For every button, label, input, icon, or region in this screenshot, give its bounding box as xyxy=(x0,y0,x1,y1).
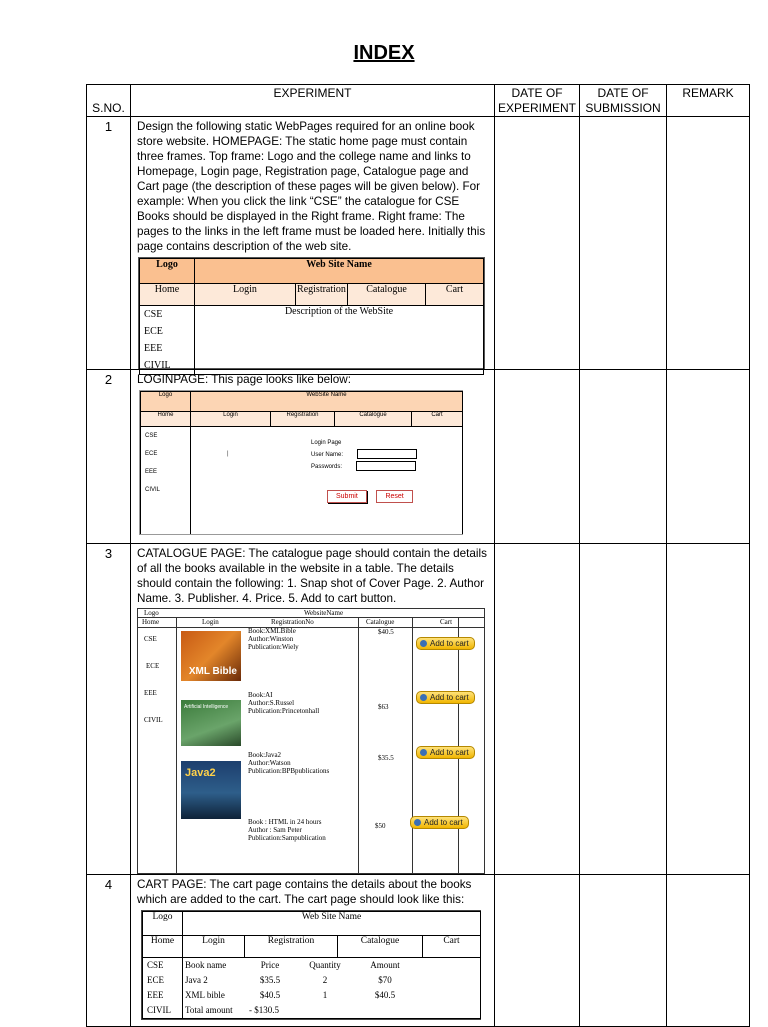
nav-registration: RegistrationNo xyxy=(271,618,314,626)
book-4-title: Book : HTML in 24 hours xyxy=(248,818,322,826)
book-1-price: $40.5 xyxy=(378,628,394,636)
header-sno: S.NO. xyxy=(87,85,131,117)
date-of-experiment-cell xyxy=(495,370,580,544)
row-number: 2 xyxy=(87,370,131,544)
row-number: 1 xyxy=(87,117,131,370)
cart-button-icon xyxy=(420,640,427,647)
cart-button-icon xyxy=(420,694,427,701)
cart-row: XML bible $40.5 1 $40.5 xyxy=(185,990,396,1000)
nav-registration: Registration xyxy=(271,412,335,427)
side-item-ece: ECE xyxy=(144,326,163,337)
ai-book-cover-image: Artificial Intelligence xyxy=(181,700,241,746)
book-3-price: $35.5 xyxy=(378,754,394,762)
side-item-cse: CSE xyxy=(144,309,163,320)
col-price: Price xyxy=(260,960,280,970)
loginpage-wireframe xyxy=(139,390,463,535)
header-date-of-experiment: DATE OF EXPERIMENT xyxy=(495,85,580,117)
date-of-experiment-cell xyxy=(495,117,580,370)
nav-login: Login xyxy=(202,618,219,626)
nav-login: Login xyxy=(195,284,296,306)
total-value: - $130.5 xyxy=(249,1005,279,1015)
remark-cell xyxy=(667,117,750,370)
side-item-ece: ECE xyxy=(145,451,158,457)
side-item-civil: CIVIL xyxy=(145,487,161,493)
date-of-submission-cell xyxy=(580,544,667,875)
book-2-author: Author:S.Russel xyxy=(248,699,295,707)
header-date-of-submission: DATE OF SUBMISSION xyxy=(580,85,667,117)
password-label: Passwords: xyxy=(311,464,343,470)
nav-cart: Cart xyxy=(423,936,481,958)
nav-login: Login xyxy=(191,412,271,427)
username-label: User Name: xyxy=(311,452,344,458)
book-4-price: $50 xyxy=(375,822,386,830)
row-number: 3 xyxy=(87,544,131,875)
book-3-author: Author:Watson xyxy=(248,759,291,767)
book-4-author: Author : Sam Peter xyxy=(248,826,302,834)
col-quantity: Quantity xyxy=(309,960,341,970)
header-row xyxy=(87,85,750,117)
site-name-cell: WebsiteName xyxy=(304,609,344,617)
col-amount: Amount xyxy=(370,960,400,970)
side-item-eee: EEE xyxy=(144,343,163,354)
login-heading: Login Page xyxy=(311,440,342,446)
homepage-wireframe xyxy=(138,257,485,369)
side-item-eee: EEE xyxy=(144,689,157,697)
site-name-cell: Web Site Name xyxy=(183,912,481,936)
cart-contents xyxy=(183,958,481,1019)
login-form-area: | Login Page User Name: Passwords: Submit Reset xyxy=(191,427,463,535)
cart-total-row xyxy=(185,1003,480,1018)
experiment-description: CATALOGUE PAGE: The catalogue page should contain the details of all the books available in the website in a table. The details should contain the following: 1. Snap shot of Cover Page. 2. Author Name. 3. Publisher. 4. Price. 5. Add to cart button. xyxy=(137,547,487,605)
page-title: INDEX xyxy=(353,42,415,64)
side-item-eee: EEE xyxy=(147,990,164,1000)
nav-catalogue: Catalogue xyxy=(366,618,395,626)
experiment-description: LOGINPAGE: This page looks like below: xyxy=(137,373,351,386)
catalogue-wireframe xyxy=(137,608,485,874)
side-item-eee: EEE xyxy=(145,469,158,475)
add-to-cart-button-3[interactable]: Add to cart xyxy=(416,746,475,759)
table-row xyxy=(87,875,750,1027)
header-remark: REMARK xyxy=(667,85,750,117)
nav-home: Home xyxy=(142,618,160,626)
book-2-publication: Publication:Princetonhall xyxy=(248,707,320,715)
date-of-submission-cell xyxy=(580,117,667,370)
col-book-name: Book name xyxy=(185,960,227,970)
date-of-experiment-cell xyxy=(495,875,580,1027)
site-name-cell: WebSite Name xyxy=(191,392,463,412)
book-2-title: Book:AI xyxy=(248,691,273,699)
logo-cell: Logo xyxy=(141,392,191,412)
date-of-experiment-cell xyxy=(495,544,580,875)
side-item-ece: ECE xyxy=(147,975,164,985)
side-item-ece: ECE xyxy=(146,662,160,670)
nav-registration: Registration xyxy=(245,936,338,958)
book-3-details xyxy=(248,751,329,775)
password-field[interactable] xyxy=(356,461,416,471)
index-table xyxy=(86,84,750,1027)
side-item-cse: CSE xyxy=(144,635,157,643)
submit-button[interactable]: Submit xyxy=(327,490,367,503)
row-number: 4 xyxy=(87,875,131,1027)
nav-cart: Cart xyxy=(440,618,453,626)
book-2-details xyxy=(248,691,319,715)
nav-login: Login xyxy=(183,936,245,958)
date-of-submission-cell xyxy=(580,370,667,544)
nav-home: Home xyxy=(143,936,183,958)
book-4-publication: Publication:Sampublication xyxy=(248,834,326,842)
side-item-civil: CIVIL xyxy=(144,716,163,724)
header-experiment: EXPERIMENT xyxy=(131,85,495,117)
book-1-author: Author:Winston xyxy=(248,635,294,643)
book-1-details xyxy=(248,627,299,651)
logo-cell: Logo xyxy=(140,259,195,284)
experiment-cell xyxy=(131,544,495,875)
add-to-cart-button-2[interactable]: Add to cart xyxy=(416,691,475,704)
side-item-civil: CIVIL xyxy=(147,1005,171,1015)
cart-row: Java 2 $35.5 2 $70 xyxy=(185,975,392,985)
side-item-cse: CSE xyxy=(147,960,164,970)
remark-cell xyxy=(667,875,750,1027)
experiment-cell xyxy=(131,117,495,370)
book-3-title: Book:Java2 xyxy=(248,751,282,759)
experiment-description: Design the following static WebPages required for an online book store website. HOMEPAGE: The static home page must contain three frames. Top frame: Logo and the college name and links to Homepage, Login page, Registration page, Catalogue page and Cart page (the description of these pages will be given below). For example: When you click the link “CSE” the catalogue for CSE Books should be displayed in the Right frame. Right frame: The pages to the links in the left frame must be loaded here. Initially this page contains description of the web site. xyxy=(137,120,486,253)
nav-home: Home xyxy=(140,284,195,306)
site-name-cell: Web Site Name xyxy=(195,259,484,284)
logo-cell: Logo xyxy=(143,912,183,936)
username-field[interactable] xyxy=(357,449,417,459)
experiment-description: CART PAGE: The cart page contains the details about the books which are added to the cart. The cart page should look like this: xyxy=(137,878,472,906)
nav-home: Home xyxy=(141,412,191,427)
add-to-cart-button-1[interactable]: Add to cart xyxy=(416,637,475,650)
nav-cart: Cart xyxy=(426,284,484,306)
book-4-details xyxy=(248,818,326,842)
book-1-publication: Publication:Wiely xyxy=(248,643,299,651)
experiment-cell xyxy=(131,875,495,1027)
table-row xyxy=(87,544,750,875)
xml-bible-cover-image: XML Bible xyxy=(181,631,241,681)
remark-cell xyxy=(667,370,750,544)
reset-button[interactable]: Reset xyxy=(376,490,412,503)
nav-registration: Registration xyxy=(296,284,348,306)
nav-catalogue: Catalogue xyxy=(338,936,423,958)
side-menu xyxy=(141,427,191,535)
side-menu xyxy=(140,306,195,375)
book-2-price: $63 xyxy=(378,703,389,711)
experiment-cell xyxy=(131,370,495,544)
nav-cart: Cart xyxy=(412,412,463,427)
nav-catalogue: Catalogue xyxy=(348,284,426,306)
remark-cell xyxy=(667,544,750,875)
nav-catalogue: Catalogue xyxy=(335,412,412,427)
cart-button-icon xyxy=(420,749,427,756)
date-of-submission-cell xyxy=(580,875,667,1027)
java2-cover-image: Java2 xyxy=(181,761,241,819)
cart-button-icon xyxy=(414,819,421,826)
side-menu xyxy=(143,958,183,1019)
book-3-publication: Publication:BPBpublications xyxy=(248,767,330,775)
logo-cell: Logo xyxy=(144,609,159,617)
side-item-civil: CIVIL xyxy=(144,360,171,371)
total-label: Total amount xyxy=(185,1005,233,1015)
book-1-title: Book:XMLBible xyxy=(248,627,296,635)
add-to-cart-button-4[interactable]: Add to cart xyxy=(410,816,469,829)
side-item-cse: CSE xyxy=(145,433,158,439)
table-row xyxy=(87,370,750,544)
description-cell: Description of the WebSite xyxy=(195,306,484,375)
cartpage-wireframe xyxy=(141,910,481,1020)
table-row xyxy=(87,117,750,370)
